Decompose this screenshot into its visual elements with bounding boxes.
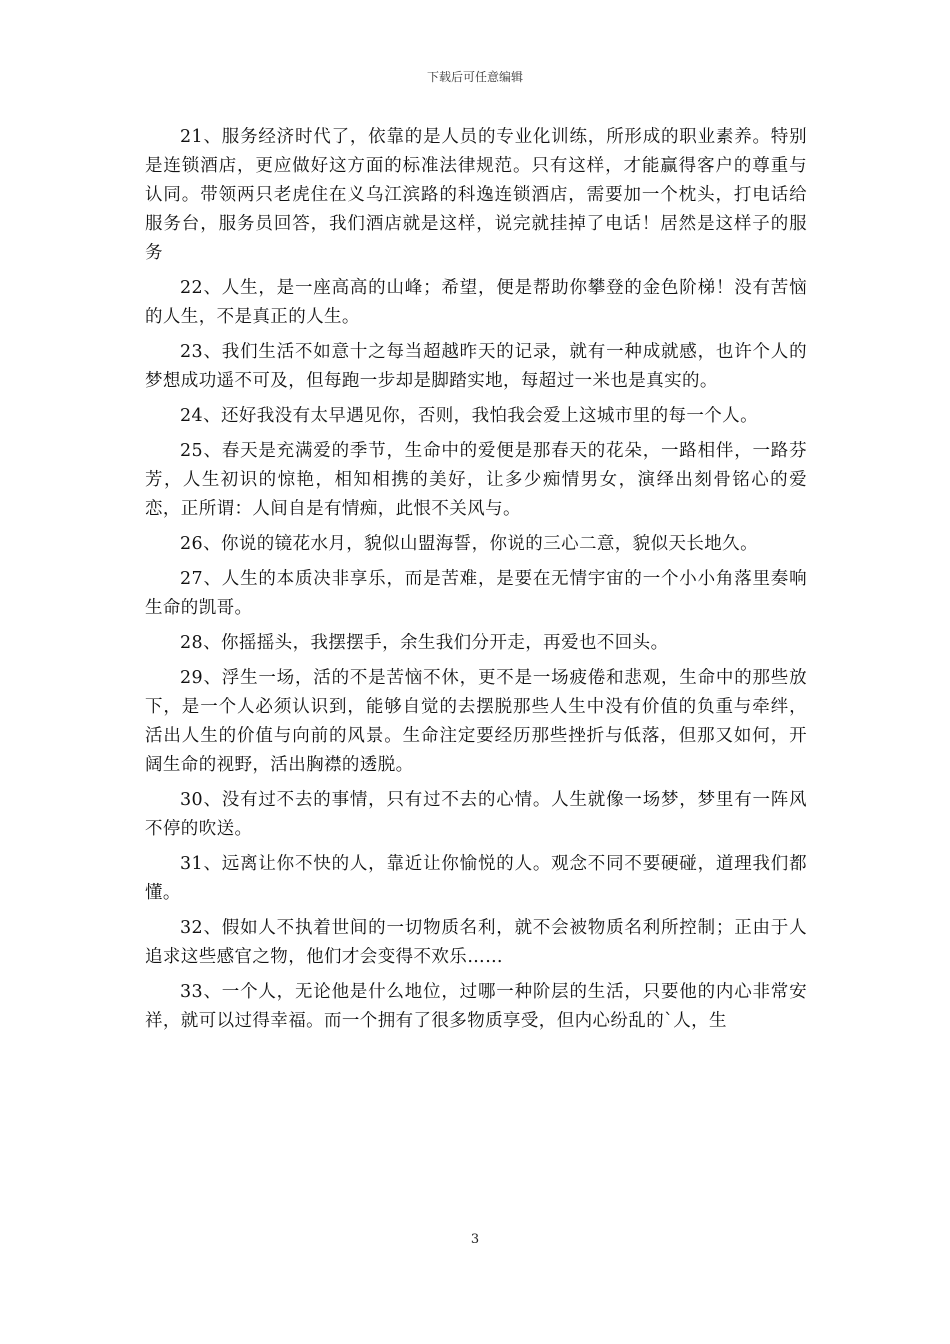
paragraph-23: 23、我们生活不如意十之每当超越昨天的记录，就有一种成就感，也许个人的梦想成功遥不可及，但每跑一步却是脚踏实地，每超过一米也是真实的。 (145, 342, 807, 391)
paragraph-24: 24、还好我没有太早遇见你，否则，我怕我会爱上这城市里的每一个人。 (180, 406, 758, 426)
paragraph-31: 31、远离让你不快的人，靠近让你愉悦的人。观念不同不要硬碰，道理我们都懂。 (145, 854, 807, 903)
paragraph-25: 25、春天是充满爱的季节，生命中的爱便是那春天的花朵，一路相伴，一路芬芳，人生初识的惊艳，相知相携的美好，让多少痴情男女，演绎出刻骨铭心的爱恋，正所谓：人间自是有情痴，此恨不关风与。 (145, 441, 807, 519)
document-body (145, 123, 807, 1042)
page-header: 下载后可任意编辑 (426, 70, 523, 84)
paragraph-30: 30、没有过不去的事情，只有过不去的心情。人生就像一场梦，梦里有一阵风不停的吹送。 (145, 790, 807, 839)
paragraph-28: 28、你摇摇头，我摆摆手，余生我们分开走，再爱也不回头。 (180, 633, 669, 653)
paragraph-21: 21、服务经济时代了，依靠的是人员的专业化训练，所形成的职业素养。特别是连锁酒店，更应做好这方面的标准法律规范。只有这样，才能赢得客户的尊重与认同。带领两只老虎住在义乌江滨路的科逸连锁酒店，需要加一个枕头，打电话给服务台，服务员回答，我们酒店就是这样，说完就挂掉了电话！居然是这样子的服务 (145, 127, 807, 263)
paragraph-29: 29、浮生一场，活的不是苦恼不休，更不是一场疲倦和悲观，生命中的那些放下，是一个人必须认识到，能够自觉的去摆脱那些人生中没有价值的负重与牵绊，活出人生的价值与向前的风景。生命注定要经历那些挫折与低落，但那又如何，开阔生命的视野，活出胸襟的透脱。 (145, 668, 807, 775)
paragraph-32: 32、假如人不执着世间的一切物质名利，就不会被物质名利所控制；正由于人追求这些感官之物，他们才会变得不欢乐…… (145, 918, 807, 967)
page-number: 3 (470, 1232, 480, 1247)
paragraph-26: 26、你说的镜花水月，貌似山盟海誓，你说的三心二意，貌似天长地久。 (180, 534, 758, 554)
paragraph-27: 27、人生的本质决非享乐，而是苦难，是要在无情宇宙的一个小小角落里奏响生命的凯哥。 (145, 569, 807, 618)
paragraph-33: 33、一个人，无论他是什么地位，过哪一种阶层的生活，只要他的内心非常安祥，就可以过得幸福。而一个拥有了很多物质享受，但内心纷乱的`人，生 (145, 982, 807, 1031)
paragraph-22: 22、人生，是一座高高的山峰；希望，便是帮助你攀登的金色阶梯！没有苦恼的人生，不是真正的人生。 (145, 278, 807, 327)
